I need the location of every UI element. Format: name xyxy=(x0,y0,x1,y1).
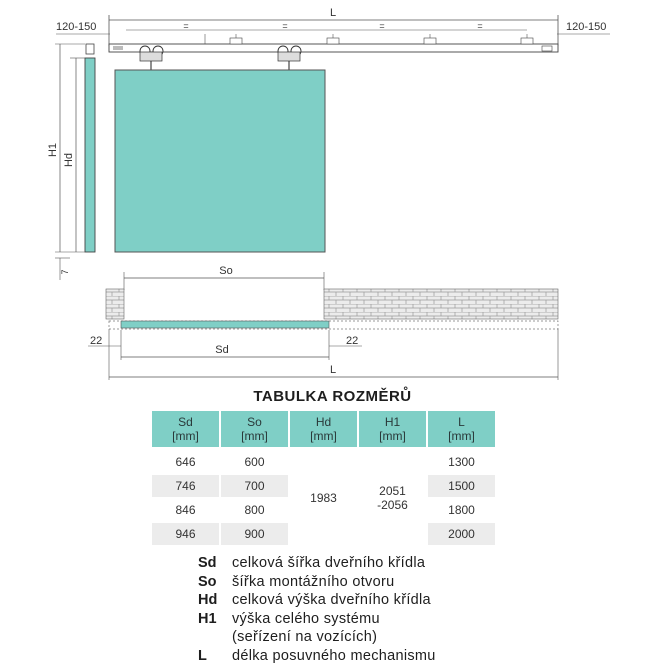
door-panel xyxy=(115,70,325,252)
offset-left-label: 120-150 xyxy=(56,21,97,33)
header-sd: Sd [mm] xyxy=(152,411,219,451)
cell-sd: 946 xyxy=(152,523,219,547)
legend-h1-note: (seřízení na vozících) xyxy=(232,629,378,646)
bottom-dimension-L xyxy=(109,329,558,380)
cell-so: 700 xyxy=(221,475,288,499)
cell-hd: 1983 xyxy=(290,451,357,547)
legend-desc: výška celého systému xyxy=(232,610,380,627)
cell-so: 600 xyxy=(221,451,288,475)
legend-desc: délka posuvného mechanismu xyxy=(232,647,436,664)
legend-desc: šířka montážního otvoru xyxy=(232,573,395,590)
L-bottom-label: L xyxy=(329,364,337,376)
dimension-table xyxy=(150,411,497,547)
equal-mark: = xyxy=(183,21,189,31)
legend-desc: celková výška dveřního křídla xyxy=(232,592,431,609)
legend-key: L xyxy=(198,647,207,664)
cell-sd: 746 xyxy=(152,475,219,499)
legend xyxy=(198,554,436,665)
legend-item xyxy=(198,554,436,573)
Hd-label: Hd xyxy=(63,152,75,168)
legend-note xyxy=(198,628,436,647)
legend-item xyxy=(198,647,436,665)
cell-l: 1300 xyxy=(428,451,495,475)
header-h1: H1 [mm] xyxy=(359,411,426,451)
cell-l: 1500 xyxy=(428,475,495,499)
legend-key: H1 xyxy=(198,610,217,627)
legend-key: Sd xyxy=(198,555,217,572)
table-header-row xyxy=(152,411,495,451)
cell-l: 1800 xyxy=(428,499,495,523)
header-so: So [mm] xyxy=(221,411,288,451)
legend-item xyxy=(198,610,436,629)
header-hd: Hd [mm] xyxy=(290,411,357,451)
cell-h1: 2051 -2056 xyxy=(359,451,426,547)
table-title: TABULKA ROZMĚRŮ xyxy=(253,388,412,405)
Sd-label: Sd xyxy=(215,344,229,356)
equal-mark: = xyxy=(379,21,385,31)
So-dimension xyxy=(124,265,324,290)
header-l: L [mm] xyxy=(428,411,495,451)
equal-mark: = xyxy=(477,21,483,31)
side-right-label: 22 xyxy=(346,335,359,347)
offset-right-label: 120-150 xyxy=(566,21,607,33)
cell-sd: 646 xyxy=(152,451,219,475)
legend-item xyxy=(198,591,436,610)
H1-label: H1 xyxy=(47,142,59,158)
side-left-label: 22 xyxy=(90,335,103,347)
door-side-view xyxy=(85,44,95,252)
cell-so: 800 xyxy=(221,499,288,523)
cell-sd: 846 xyxy=(152,499,219,523)
height-dimensions xyxy=(47,44,85,280)
L-top-label: L xyxy=(329,7,337,19)
cell-so: 900 xyxy=(221,523,288,547)
cell-l: 2000 xyxy=(428,523,495,547)
equal-mark: = xyxy=(282,21,288,31)
wall-plan-view xyxy=(106,289,558,329)
table-row xyxy=(152,451,495,475)
legend-key: So xyxy=(198,573,217,590)
So-label: So xyxy=(219,265,233,277)
rail xyxy=(109,38,558,52)
legend-desc: celková šířka dveřního křídla xyxy=(232,555,426,572)
legend-key: Hd xyxy=(198,592,218,609)
gap-label: 7 xyxy=(60,269,70,275)
Sd-dimension xyxy=(88,330,362,360)
legend-item xyxy=(198,573,436,592)
